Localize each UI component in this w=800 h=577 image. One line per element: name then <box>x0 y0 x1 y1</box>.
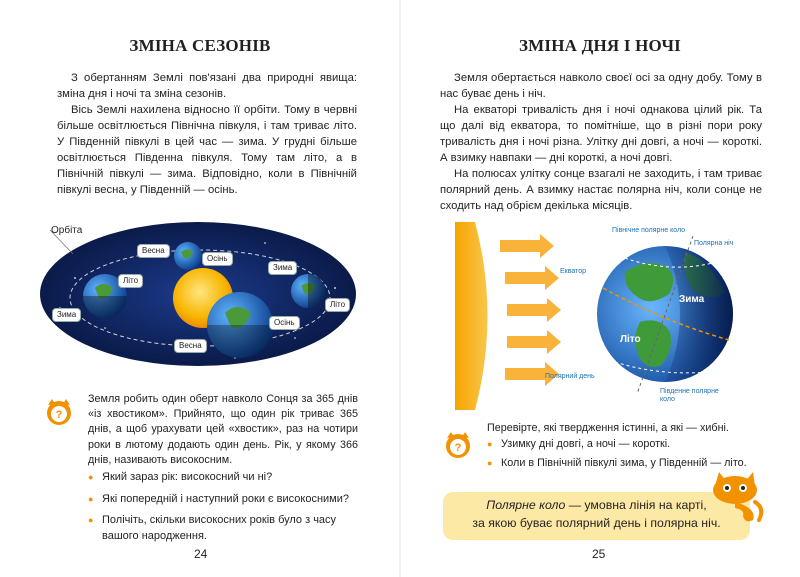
season-label: Осінь <box>202 252 233 266</box>
sun-edge <box>455 222 488 410</box>
page-number: 25 <box>592 547 606 561</box>
svg-text:?: ? <box>454 442 462 454</box>
statement-item: ● Коли в Північній півкулі зима, у Південній — літо. <box>487 456 767 472</box>
earth-bottom <box>207 292 273 358</box>
paragraph: З обертанням Землі пов'язані два природні явища: зміна дня і ночі та зміна сезонів. <box>57 72 357 100</box>
season-label: Осінь <box>269 316 300 330</box>
paragraph: Вісь Землі нахилена відносно її орбіти. Тому в червні більше освітлюється Північна півкуля, і там триває літо. У Південній півкулі в цей час — зима. У грудні більше освітлюється Південна півкуля. Тому там літо, а в Північній півкулі — зима. Відповідно, коли в Північній півкулі весна, у Південній — осінь. <box>57 104 357 196</box>
svg-text:?: ? <box>55 409 63 421</box>
polar-night-label: Полярна ніч <box>694 240 734 247</box>
page-title: ЗМІНА СЕЗОНІВ <box>129 36 271 55</box>
paragraph: Земля обертається навколо своєї осі за одну добу. Тому в нас буває день і ніч. <box>440 72 762 100</box>
callout-text: — умовна лінія на карті, <box>565 498 707 512</box>
season-label: Зима <box>52 308 81 322</box>
page-number: 24 <box>194 547 208 561</box>
earth-top <box>174 242 202 270</box>
orbit-label: Орбіта <box>51 225 83 236</box>
season-label: Весна <box>137 244 170 258</box>
question-item: ● Який зараз рік: високосний чи ні? <box>88 470 358 486</box>
equator-label: Екватор <box>560 268 587 275</box>
callout-line-2: за якою буває полярний день і полярна ніч. <box>472 516 721 530</box>
south-polar-circle-label: Південне полярне коло <box>660 388 719 403</box>
season-label: Літо <box>118 274 143 288</box>
earth-right <box>291 274 325 308</box>
paragraph: На полюсах улітку сонце взагалі не заходить, і там триває полярний день. А взимку настає полярна ніч, коли сонце не сходить над обрієм декілька місяців. <box>440 168 762 212</box>
paragraph: На екваторі тривалість дня і ночі однакова цілий рік. Та що далі від екватора, то помітніше, що в різні пори року тривалість дня і ночі різна. Улітку дні довгі, а ночі — короткі. А взимку навпаки — дні короткі, а ночі довгі. <box>440 104 762 164</box>
season-label: Зима <box>268 261 297 275</box>
leap-year-note: Земля робить один оберт навколо Сонця за 365 днів «із хвостиком». Прийнято, що один рік триває 365 днів, а щоб урахувати цей «хвостик», раз на чотири роки в лютому додають один день. Рік, у якому 366 днів, називають високосним. <box>88 393 358 466</box>
summer-label: Літо <box>620 334 641 345</box>
quiz-intro: Перевірте, які твердження істинні, а які — хибні. <box>487 422 729 434</box>
intro-text <box>57 70 357 198</box>
sun-rays <box>500 234 561 386</box>
polar-day-label: Полярний день <box>545 373 595 380</box>
day-night-diagram <box>455 222 765 410</box>
callout-line-1 <box>443 496 750 514</box>
cat-illustration <box>705 466 765 524</box>
winter-label: Зима <box>679 294 705 305</box>
globe <box>597 236 733 394</box>
question-list <box>88 470 358 550</box>
north-polar-circle-label: Північне полярне коло <box>612 227 686 234</box>
statement-item: ● Узимку дні довгі, а ночі — короткі. <box>487 437 767 453</box>
intro-text <box>440 70 762 214</box>
question-icon <box>44 397 74 427</box>
season-label: Літо <box>325 298 350 312</box>
season-label: Весна <box>174 339 207 353</box>
definition-callout <box>443 492 750 540</box>
question-item: ● Полічіть, скільки високосних років було з часу вашого народження. <box>88 513 358 544</box>
page-title: ЗМІНА ДНЯ І НОЧІ <box>518 36 681 55</box>
question-item: ● Які попередній і наступний роки є високосними? <box>88 492 358 508</box>
question-icon <box>443 430 473 460</box>
callout-term: Полярне коло <box>486 498 566 512</box>
